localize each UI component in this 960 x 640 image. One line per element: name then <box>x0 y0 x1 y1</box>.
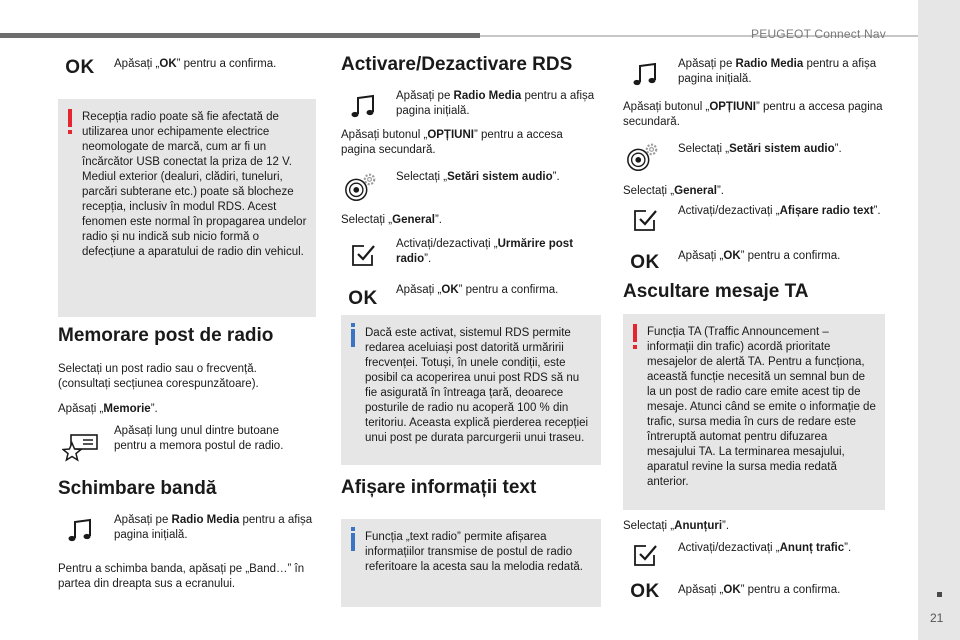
page-sidebar <box>918 0 960 640</box>
warning-ta-text: Funcția TA (Traffic Announcement – informații din trafic) acordă prioritate mesajelor de alertă TA. Pentru a funcționa, această funcție necesită un semnal bun de la un post de radio care emite acest tip de mesaje. Atunci când se emite o informație de trafic, sursa media în curs de redare este întreruptă automat pentru difuzarea mesajului TA. La terminarea mesajului, aparatul revine la sursa media redată anterior. <box>647 326 876 488</box>
warning-box-ta <box>623 314 885 510</box>
audio-settings-instruction: Selectați „Setări sistem audio”. <box>396 171 560 183</box>
music-note-icon <box>345 92 381 122</box>
header-rule-dark <box>0 33 480 38</box>
music-note-icon <box>62 516 98 546</box>
continuation-marker <box>937 592 942 597</box>
warning-icon <box>68 109 72 127</box>
radio-text-toggle-instruction: Activați/dezactivați „Afișare radio text”. <box>678 205 881 217</box>
checkbox-icon <box>345 240 381 270</box>
info-icon <box>351 329 355 347</box>
warning-text: Recepția radio poate să fie afectată de utilizarea unor echipamente electrice neomologate de marcă, cum ar fi un încărcător USB conectat la priza de 12 V. Mediul exterior (dealuri, clădiri, tuneluri, parcări subterane etc.) poate să blocheze recepția, inclusiv în modul RDS. Acest fenomen este normal în propagarea undelor radio și nu indică sub nicio formă o defecțiune a aparatului de radio din vehicul. <box>82 111 307 258</box>
ok-icon: OK <box>630 251 660 273</box>
memorie-instruction: Apăsați „Memorie”. <box>58 403 158 415</box>
warning-icon <box>633 324 637 342</box>
star-instruction: Apăsați lung unul dintre butoane pentru a memora postul de radio. <box>114 425 284 452</box>
brand-label: PEUGEOT Connect Nav <box>751 27 886 41</box>
ok-icon: OK <box>630 580 660 602</box>
info-text-text: Funcția „text radio” permite afișarea informațiilor transmise de postul de radio referitoare la acesta sau la melodia redată. <box>365 531 583 573</box>
heading-ta: Ascultare mesaje TA <box>623 281 809 302</box>
general-instruction: Selectați „General”. <box>623 185 724 197</box>
select-station-text: Selectați un post radio sau o frecvență. (consultați secțiunea corespunzătoare). <box>58 363 259 390</box>
general-instruction: Selectați „General”. <box>341 214 442 226</box>
settings-gear-icon <box>343 172 379 202</box>
heading-banda: Schimbare bandă <box>58 478 217 499</box>
radio-media-instruction: Apăsați pe Radio Media pentru a afișa pagina inițială. <box>114 514 313 541</box>
options-instruction: Apăsați butonul „OPȚIUNI” pentru a accesa pagina secundară. <box>341 129 563 156</box>
star-memory-icon <box>62 432 98 462</box>
heading-rds: Activare/Dezactivare RDS <box>341 54 573 75</box>
rds-toggle-instruction: Activați/dezactivați „Urmărire post radio”. <box>396 238 574 265</box>
ok-instruction: Apăsați „OK” pentru a confirma. <box>678 584 841 596</box>
settings-gear-icon <box>625 142 661 172</box>
heading-memorare: Memorare post de radio <box>58 325 274 346</box>
music-note-icon <box>627 60 663 90</box>
info-box-text <box>341 519 601 607</box>
radio-media-instruction: Apăsați pe Radio Media pentru a afișa pagina inițială. <box>678 58 877 85</box>
ok-instruction: Apăsați „OK” pentru a confirma. <box>114 58 277 70</box>
ok-instruction: Apăsați „OK” pentru a confirma. <box>678 250 841 262</box>
announcements-instruction: Selectați „Anunțuri”. <box>623 520 730 532</box>
checkbox-icon <box>627 540 663 570</box>
audio-settings-instruction: Selectați „Setări sistem audio”. <box>678 143 842 155</box>
warning-box <box>58 99 316 317</box>
traffic-toggle-instruction: Activați/dezactivați „Anunț trafic”. <box>678 542 852 554</box>
checkbox-icon <box>627 205 663 235</box>
info-box-rds <box>341 315 601 465</box>
radio-media-instruction: Apăsați pe Radio Media pentru a afișa pagina inițială. <box>396 90 595 117</box>
info-rds-text: Dacă este activat, sistemul RDS permite redarea aceluiași post datorită urmăririi frecvenței. Totuși, în unele condiții, este posibil ca acoperirea unui post RDS să nu fie asigurată în întreaga țară, deoarece posturile de radio nu acoperă 100 % din teritoriu. Aceasta explică pierderea recepției unui post pe durata parcurgerii unui traseu. <box>365 327 589 444</box>
band-instruction: Pentru a schimba banda, apăsați pe „Band…” în partea din dreapta sus a ecranului. <box>58 563 305 590</box>
heading-text-info: Afișare informații text <box>341 477 537 498</box>
page-number: 21 <box>930 611 944 625</box>
ok-icon: OK <box>348 287 378 309</box>
info-icon <box>351 533 355 551</box>
ok-instruction: Apăsați „OK” pentru a confirma. <box>396 284 559 296</box>
options-instruction: Apăsați butonul „OPȚIUNI” pentru a accesa pagina secundară. <box>623 101 883 128</box>
ok-icon: OK <box>65 56 95 78</box>
